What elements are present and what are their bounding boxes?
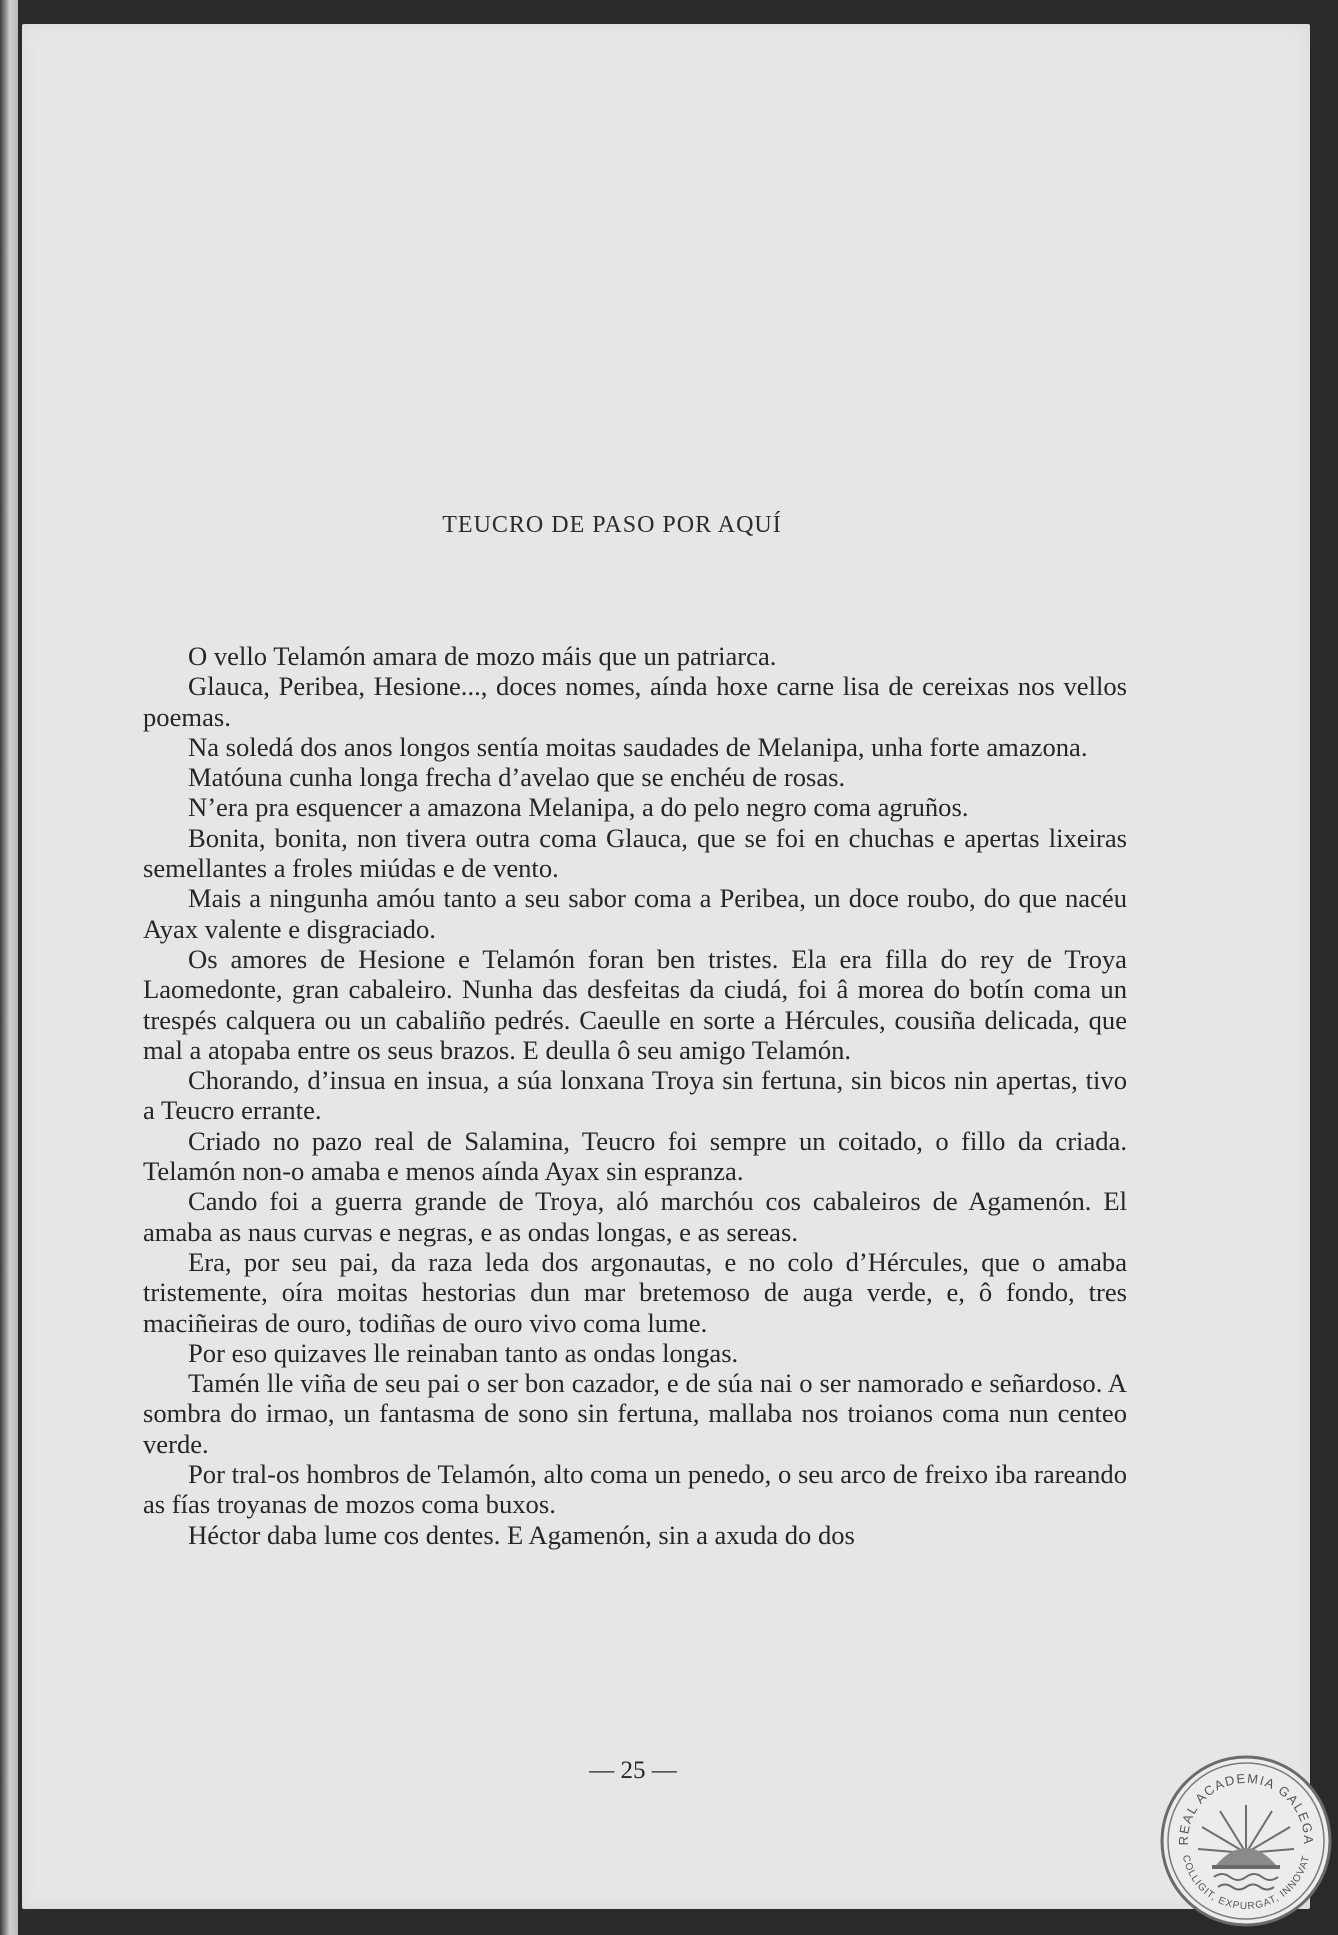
paragraph: Chorando, d’insua en insua, a súa lonxana Troya sin fertuna, sin bicos nin apertas, tivo a Teucro errante.	[143, 1065, 1127, 1126]
chapter-title: TEUCRO DE PASO POR AQUÍ	[442, 512, 782, 538]
body-text	[143, 641, 1127, 1550]
page-number: — 25 —	[589, 1757, 677, 1784]
paragraph: Glauca, Peribea, Hesione..., doces nomes, aínda hoxe carne lisa de cereixas nos vellos poemas.	[143, 671, 1127, 732]
paragraph: Tamén lle viña de seu pai o ser bon cazador, e de súa nai o ser namorado e señardoso. A sombra do irmao, un fantasma de sono sin fertuna, mallaba nos troianos coma nun centeo verde.	[143, 1368, 1127, 1459]
paragraph: Cando foi a guerra grande de Troya, aló marchóu cos cabaleiros de Agamenón. El amaba as naus curvas e negras, e as ondas longas, e as sereas.	[143, 1186, 1127, 1247]
paragraph: Matóuna cunha longa frecha d’avelao que se enchéu de rosas.	[188, 762, 846, 793]
academy-seal-stamp	[1158, 1753, 1334, 1929]
book-page	[22, 24, 1310, 1909]
paragraph: Os amores de Hesione e Telamón foran ben tristes. Ela era filla do rey de Troya Laomedonte, gran cabaleiro. Nunha das desfeitas da ciudá, foi â morea do botín coma un trespés calquera ou un cabaliño pedrés. Caeulle en sorte a Hércules, cousiña delicada, que mal a atopaba entre os seus brazos. E deulla ô seu amigo Telamón.	[143, 943, 1127, 1065]
paragraph: Por tral-os hombros de Telamón, alto coma un penedo, o seu arco de freixo iba rareando as fías troyanas de mozos coma buxos.	[143, 1459, 1127, 1520]
seal-top-text: REAL ACADEMIA GALEGA	[1175, 1770, 1317, 1846]
paragraph: Era, por seu pai, da raza leda dos argonautas, e no colo d’Hércules, que o amaba tristemente, oíra moitas hestorias dun mar bretemoso de auga verde, e, ô fondo, tres maciñeiras de ouro, todiñas de ouro vivo coma lume.	[143, 1246, 1127, 1338]
paragraph: O vello Telamón amara de mozo máis que un patriarca.	[188, 641, 777, 671]
paragraph: Mais a ningunha amóu tanto a seu sabor coma a Peribea, un doce roubo, do que nacéu Ayax valente e disgraciado.	[143, 883, 1127, 944]
seal-bottom-text: COLLIGIT, EXPURGAT, INNOVAT	[1179, 1854, 1313, 1913]
paragraph: Na soledá dos anos longos sentía moitas saudades de Melanipa, unha forte amazona.	[188, 731, 1088, 762]
paragraph: Por eso quizaves lle reinaban tanto as ondas longas.	[188, 1337, 739, 1368]
paragraph: N’era pra esquencer a amazona Melanipa, a do pelo negro coma agruños.	[188, 792, 969, 823]
book-spine-shadow	[0, 0, 18, 1935]
paragraph: Criado no pazo real de Salamina, Teucro foi sempre un coitado, o fillo da criada. Telamón non-o amaba e menos aínda Ayax sin espranza.	[143, 1125, 1127, 1187]
paragraph: Héctor daba lume cos dentes. E Agamenón, sin a axuda do dos	[188, 1519, 855, 1550]
paragraph: Bonita, bonita, non tivera outra coma Glauca, que se foi en chuchas e apertas lixeiras semellantes a froles miúdas e de vento.	[143, 822, 1127, 884]
